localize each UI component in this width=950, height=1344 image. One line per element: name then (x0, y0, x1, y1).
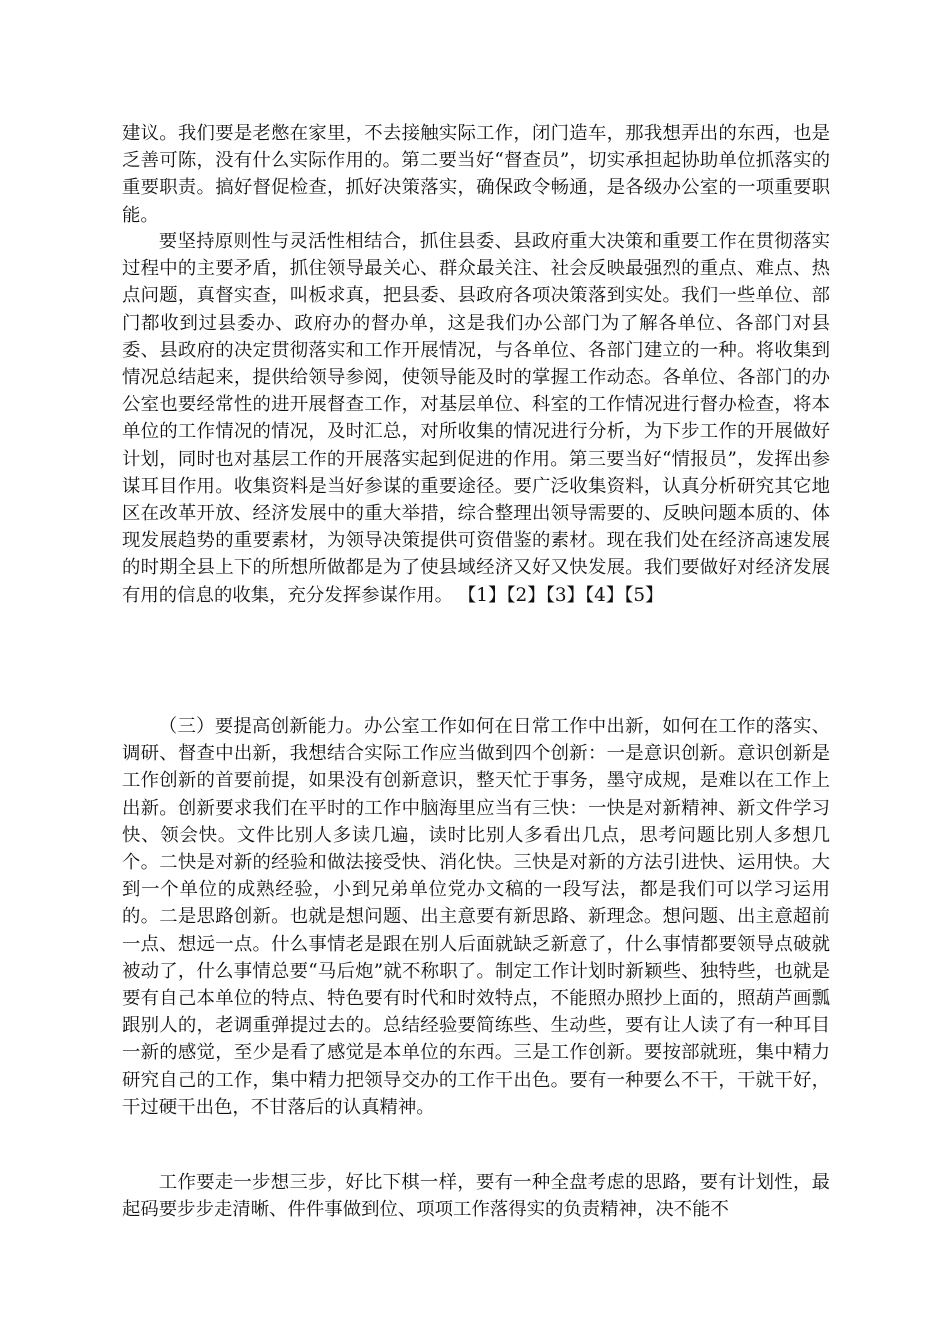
page-links (467, 585, 663, 606)
paragraph-planning (122, 1169, 830, 1223)
paragraph-2-text: 要坚持原则性与灵活性相结合，抓住县委、县政府重大决策和重要工作在贯彻落实过程中的主要矛盾，抓住领导最关心、群众最关注、社会反映最强烈的重点、难点、热点问题，真督实查，叫板求真，把县委、县政府各项决策落到实处。我们一些单位、部门都收到过县委办、政府办的督办单，这是我们办公部门为了解各单位、各部门对县委、县政府的决定贯彻落实和工作开展情况，与各单位、各部门建立的一种。将收集到情况总结起来，提供给领导参阅，使领导能及时的掌握工作动态。各单位、各部门的办公室也要经常性的进开展督查工作，对基层单位、科室的工作情况进行督办检查，将本单位的工作情况的情况，及时汇总，对所收集的情况进行分析，为下步工作的开展做好计划，同时也对基层工作的开展落实起到促进的作用。第三要当好“情报员”，发挥出参谋耳目作用。收集资料是当好参谋的重要途径。要广泛收集资料，认真分析研究其它地区在改革开放、经济发展中的重大举措，综合整理出领导需要的、反映问题本质的、体现发展趋势的重要素材，为领导决策提供可资借鉴的素材。现在我们处在经济高速发展的时期全县上下的所想所做都是为了使县域经济又好又快发展。我们要做好对经济发展有用的信息的收集，充分发挥参谋作用。 (122, 231, 830, 606)
paragraph-continuation (122, 120, 830, 229)
paragraph-innovation (122, 713, 830, 1121)
page-link-1[interactable]: 【1】 (467, 584, 507, 606)
paragraph-supervision (122, 228, 830, 609)
paragraph-4-text: 工作要走一步想三步，好比下棋一样，要有一种全盘考虑的思路，要有计划性，最起码要步步走清晰、件件事做到位、项项工作落得实的负责精神，决不能不 (122, 1172, 830, 1221)
page-link-3[interactable]: 【3】 (545, 584, 585, 606)
page-link-2[interactable]: 【2】 (506, 584, 546, 606)
paragraph-3-text: （三）要提高创新能力。办公室工作如何在日常工作中出新，如何在工作的落实、调研、督查中出新，我想结合实际工作应当做到四个创新：一是意识创新。意识创新是工作创新的首要前提，如果没有创新意识，整天忙于事务，墨守成规，是难以在工作上出新。创新要求我们在平时的工作中脑海里应当有三快：一快是对新精神、新文件学习快、领会快。文件比别人多读几遍，读时比别人多看出几点，思考问题比别人多想几个。二快是对新的经验和做法接受快、消化快。三快是对新的方法引进快、运用快。大到一个单位的成熟经验，小到兄弟单位党办文稿的一段写法，都是我们可以学习运用的。二是思路创新。也就是想问题、出主意要有新思路、新理念。想问题、出主意超前一点、想远一点。什么事情老是跟在别人后面就缺乏新意了，什么事情都要领导点破就被动了，什么事情总要“马后炮”就不称职了。制定工作计划时新颖些、独特些，也就是要有自己本单位的特点、特色要有时代和时效特点，不能照办照抄上面的，照葫芦画瓢跟别人的，老调重弹提过去的。总结经验要简练些、生动些，要有让人读了有一种耳目一新的感觉，至少是看了感觉是本单位的东西。三是工作创新。要按部就班，集中精力研究自己的工作，集中精力把领导交办的工作干出色。要有一种要么不干，干就干好，干过硬干出色，不甘落后的认真精神。 (122, 716, 830, 1118)
paragraph-1-text: 建议。我们要是老憋在家里，不去接触实际工作，闭门造车，那我想弄出的东西，也是乏善可陈，没有什么实际作用的。第二要当好“督查员”，切实承担起协助单位抓落实的重要职责。搞好督促检查，抓好决策落实，确保政令畅通，是各级办公室的一项重要职能。 (122, 123, 830, 226)
page-link-5[interactable]: 【5】 (624, 584, 664, 606)
page-link-4[interactable]: 【4】 (584, 584, 625, 606)
